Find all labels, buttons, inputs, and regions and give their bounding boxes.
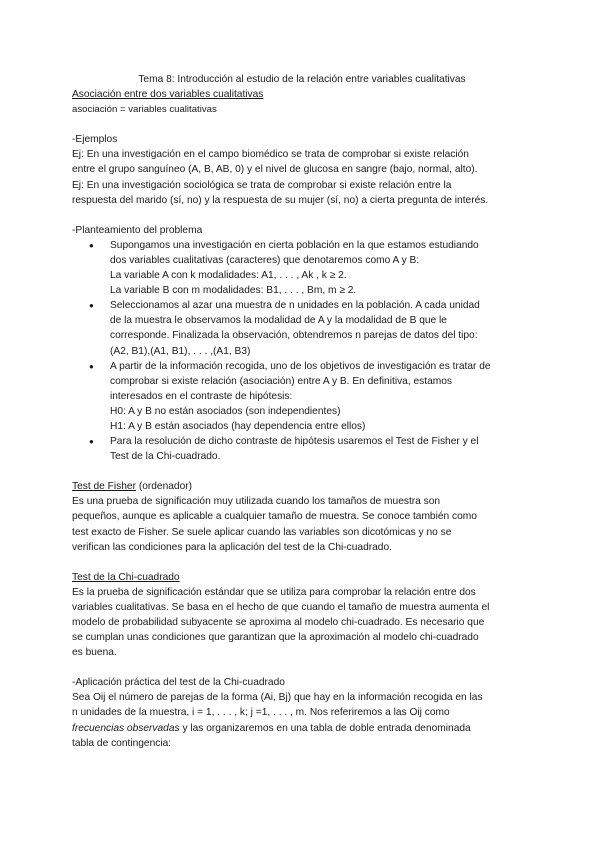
list-item xyxy=(110,238,532,298)
fisher-heading xyxy=(72,479,532,494)
chi-line: se cumplan unas condiciones que garantizan que la aproximación al modelo chi-cuadrado xyxy=(72,632,479,644)
aplicacion-line: Sea Oij el número de parejas de la forma (Ai, Bj) que hay en la información recogida en las xyxy=(72,692,483,704)
list-item-line: ● Para la resolución de dicho contraste de hipótesis usaremos el Test de Fisher y el xyxy=(110,436,479,448)
list-item-line: ● Seleccionamos al azar una muestra de n unidades en la población. A cada unidad xyxy=(110,300,480,312)
ejemplos-line: respuesta del marido (sí, no) y la respuesta de su mujer (sí, no) a cierta pregunta de interés. xyxy=(72,194,489,206)
list-item-line: H0: A y B no están asociados (son independientes) xyxy=(110,405,341,417)
list-item-line: interesados en el contraste de hipótesis: xyxy=(110,390,293,402)
list-item-line: ● A partir de la información recogida, uno de los objetivos de investigación es tratar de xyxy=(110,360,491,372)
fisher-line: pequeños, aunque es aplicable a cualquier tamaño de muestra. Se conoce también como xyxy=(72,511,477,523)
definition-line: asociación = variables cualitativas xyxy=(72,104,217,116)
aplicacion-line: tabla de contingencia: xyxy=(72,737,172,749)
ejemplos-heading: -Ejemplos xyxy=(72,134,118,146)
fisher-line: test exacto de Fisher. Se suele aplicar cuando las variables son dicotómicas y no se xyxy=(72,526,452,538)
fisher-heading-title: Test de Fisher xyxy=(72,481,136,493)
list-item-line: corresponde. Finalizada la observación, obtendremos n parejas de datos del tipo: xyxy=(110,330,478,342)
list-item xyxy=(110,434,532,464)
list-item-line: La variable B con m modalidades: B1, . . . , Bm, m ≥ 2. xyxy=(110,285,357,297)
list-item-line: comprobar si existe relación (asociación) entre A y B. En definitiva, estamos xyxy=(110,375,453,387)
chi-line: Es la prueba de significación estándar que se utiliza para comprobar la relación entre dos xyxy=(72,586,476,598)
list-item-line: La variable A con k modalidades: A1, . . . , Ak , k ≥ 2. xyxy=(110,270,347,282)
section-subtitle: Asociación entre dos variables cualitativas xyxy=(72,89,264,101)
chi-line: variables cualitativas. Se basa en el hecho de que cuando el tamaño de muestra aumenta el xyxy=(72,601,490,613)
ejemplos-line: Ej: En una investigación en el campo biomédico se trata de comprobar si existe relación xyxy=(72,149,469,161)
list-item-line: H1: A y B están asociados (hay dependencia entre ellos) xyxy=(110,420,366,432)
ejemplos-line: Ej: En una investigación sociológica se trata de comprobar si existe relación entre la xyxy=(72,179,452,191)
list-item xyxy=(110,298,532,358)
list-item-line: Test de la Chi-cuadrado. xyxy=(110,451,221,463)
aplicacion-line: n unidades de la muestra, i = 1, . . . , k; j =1, . . . , m. Nos referiremos a las Oij como xyxy=(72,707,450,719)
list-item-line: de la muestra le observamos la modalidad de A y la modalidad de B que le xyxy=(110,315,447,327)
chi-heading: Test de la Chi-cuadrado xyxy=(72,571,180,583)
fisher-line: Es una prueba de significación muy utilizada cuando los tamaños de muestra son xyxy=(72,496,441,508)
list-item-line: (A2, B1),(A1, B1), . . . ,(A1, B3) xyxy=(110,345,251,357)
list-item-line: dos variables cualitativas (caracteres) que denotaremos como A y B: xyxy=(110,254,420,266)
document-body xyxy=(72,72,532,751)
chi-line: modelo de probabilidad subyacente se aproxima al modelo chi-cuadrado. Es necesario que xyxy=(72,617,485,628)
list-item xyxy=(110,359,532,434)
aplicacion-heading: -Aplicación práctica del test de la Chi-cuadrado xyxy=(72,677,285,689)
chi-line: es buena. xyxy=(72,647,117,659)
aplicacion-line xyxy=(72,721,532,736)
aplicacion-line-rest: y las organizaremos en una tabla de doble entrada denominada xyxy=(179,722,471,734)
planteamiento-heading: -Planteamiento del problema xyxy=(72,224,203,236)
page-title: Tema 8: Introducción al estudio de la relación entre variables cualitativas xyxy=(138,74,466,85)
list-item-line: ● Supongamos una investigación en cierta población en la que estamos estudiando xyxy=(110,239,479,251)
ejemplos-line: entre el grupo sanguíneo (A, B, AB, 0) y el nivel de glucosa en sangre (bajo, normal, alto). xyxy=(72,164,478,176)
italic-term: frecuencias observadas xyxy=(72,722,180,734)
planteamiento-list xyxy=(72,238,532,464)
fisher-heading-note: (ordenador) xyxy=(135,481,193,493)
fisher-line: verifican las condiciones para la aplicación del test de la Chi-cuadrado. xyxy=(72,541,392,553)
